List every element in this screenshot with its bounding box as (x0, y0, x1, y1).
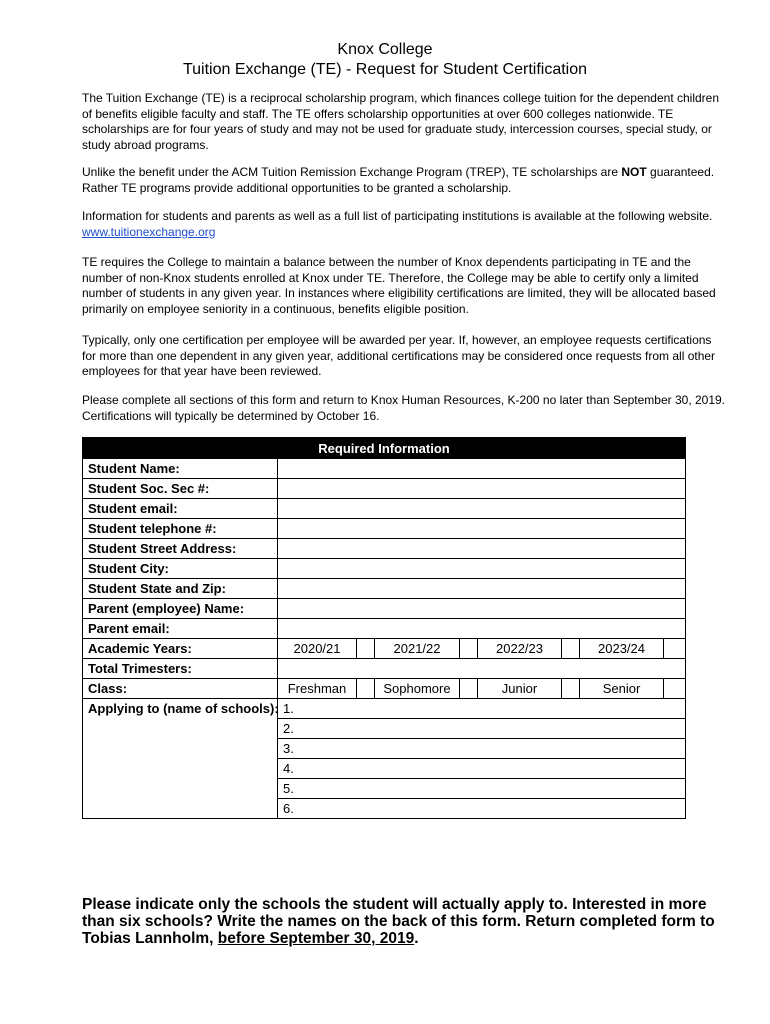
p2-text-a: Unlike the benefit under the ACM Tuition Remission Exchange Program (TREP), TE scholarships are (82, 165, 622, 179)
academic-years-label: Academic Years: (83, 639, 278, 659)
academic-year-checkbox[interactable] (460, 639, 478, 659)
total-trimesters-field[interactable] (278, 659, 686, 679)
document-subtitle: Tuition Exchange (TE) - Request for Student Certification (182, 61, 588, 78)
school-entry-field[interactable]: 4. (278, 759, 686, 779)
field-label: Student email: (83, 499, 278, 519)
intro-paragraph-1: The Tuition Exchange (TE) is a reciprocal scholarship program, which finances college tuition for the dependent children of benefits eligible faculty and staff. The TE offers scholarship opportunities at over 600 colleges nationwide. TE scholarships are for four years of study and may not be used for graduate study, intercession courses, special study, or study abroad programs. (82, 91, 720, 152)
total-trimesters-label: Total Trimesters: (83, 659, 278, 679)
student-ssn-field[interactable] (278, 479, 686, 499)
class-option: Junior (478, 679, 562, 699)
field-label: Parent (employee) Name: (83, 599, 278, 619)
class-checkbox[interactable] (664, 679, 686, 699)
school-entry-field[interactable]: 6. (278, 799, 686, 819)
applying-to-label: Applying to (name of schools): (83, 699, 278, 819)
document-title: Knox College (337, 41, 433, 58)
student-name-field[interactable] (278, 459, 686, 479)
field-label: Parent email: (83, 619, 278, 639)
field-label: Student telephone #: (83, 519, 278, 539)
academic-year-checkbox[interactable] (562, 639, 580, 659)
class-option: Freshman (278, 679, 357, 699)
footer-end: . (414, 930, 419, 947)
academic-year-checkbox[interactable] (664, 639, 686, 659)
academic-year-option: 2023/24 (580, 639, 664, 659)
student-state-zip-field[interactable] (278, 579, 686, 599)
field-label: Student State and Zip: (83, 579, 278, 599)
class-checkbox[interactable] (357, 679, 375, 699)
parent-email-field[interactable] (278, 619, 686, 639)
p3-text: Information for students and parents as well as a full list of participating institutions is available at the following website. (82, 209, 713, 223)
academic-year-option: 2020/21 (278, 639, 357, 659)
school-entry-field[interactable]: 2. (278, 719, 686, 739)
parent-name-field[interactable] (278, 599, 686, 619)
p2-emphasis: NOT (621, 165, 647, 179)
table-heading: Required Information (83, 438, 686, 459)
required-information-table (82, 437, 686, 819)
intro-paragraph-6: Please complete all sections of this form and return to Knox Human Resources, K-200 no later than September 30, 2019. Certifications will typically be determined by October 16. (82, 393, 726, 423)
school-entry-field[interactable]: 5. (278, 779, 686, 799)
student-address-field[interactable] (278, 539, 686, 559)
field-label: Student Name: (83, 459, 278, 479)
class-option: Senior (580, 679, 664, 699)
academic-year-checkbox[interactable] (357, 639, 375, 659)
class-checkbox[interactable] (460, 679, 478, 699)
class-checkbox[interactable] (562, 679, 580, 699)
field-label: Student Soc. Sec #: (83, 479, 278, 499)
student-phone-field[interactable] (278, 519, 686, 539)
intro-paragraph-4: TE requires the College to maintain a balance between the number of Knox dependents participating in TE and the number of non-Knox students enrolled at Knox under TE. Therefore, the College may be able to certify only a limited number of students in any given year. In instances where eligibility certifications are limited, they will be allocated based primarily on employee seniority in a continuous, benefits eligible position. (82, 255, 716, 316)
intro-paragraph-2 (82, 165, 726, 196)
academic-year-option: 2022/23 (478, 639, 562, 659)
intro-paragraph-3 (82, 209, 726, 240)
student-email-field[interactable] (278, 499, 686, 519)
class-option: Sophomore (375, 679, 460, 699)
p2-text-b: guaranteed. Rather TE programs provide additional opportunities to be granted a scholarship. (82, 165, 715, 195)
academic-year-option: 2021/22 (375, 639, 460, 659)
footer-deadline: before September 30, 2019 (217, 930, 415, 947)
field-label: Student Street Address: (83, 539, 278, 559)
footer-instructions (82, 896, 722, 947)
footer-text: Please indicate only the schools the student will actually apply to. Interested in more than six schools? Write the names on the back of this form. Return completed form to Tobias Lannholm, (82, 896, 715, 947)
intro-paragraph-5: Typically, only one certification per employee will be awarded per year. If, however, an employee requests certifications for more than one dependent in any given year, additional certifications may be considered once requests from all other employees for that year have been reviewed. (82, 333, 716, 379)
class-label: Class: (83, 679, 278, 699)
field-label: Student City: (83, 559, 278, 579)
school-entry-field[interactable]: 1. (278, 699, 686, 719)
tuition-exchange-link[interactable]: www.tuitionexchange.org (82, 224, 216, 239)
school-entry-field[interactable]: 3. (278, 739, 686, 759)
student-city-field[interactable] (278, 559, 686, 579)
